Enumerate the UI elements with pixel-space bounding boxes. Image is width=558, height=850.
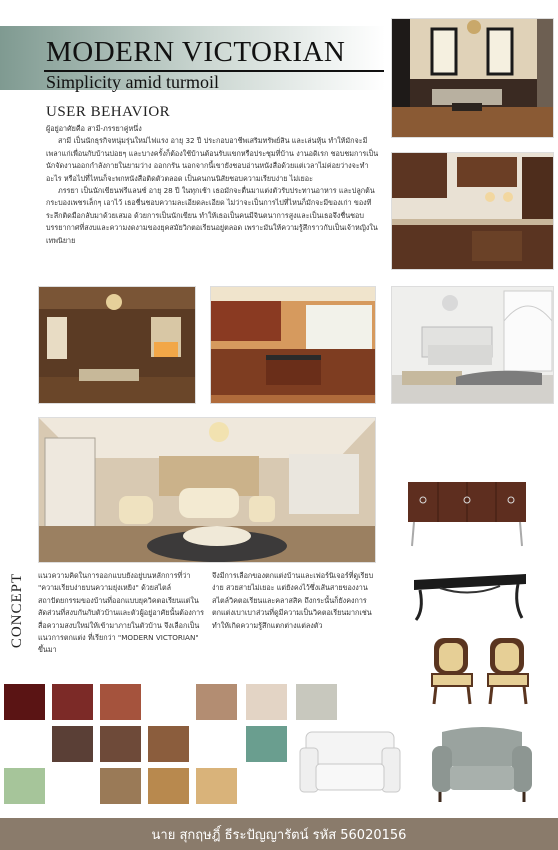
white-sofa-photo <box>298 728 402 800</box>
swatch-3 <box>100 684 141 720</box>
swatch-4 <box>196 684 237 720</box>
author-credit: นาย สุกฤษฎิ์ ธีระปัญญารัตน์ รหัส 56020156 <box>151 828 407 843</box>
white-bedroom-photo <box>391 286 554 404</box>
user-behavior-wife: ภรรยา เป็นนักเขียนฟรีแลนซ์ อายุ 28 ปี ในทุกเช้า เธอมักจะตื่นมาแต่งตัวรับประทานอาหาร และปลูกต้นกระบองเพชรเล็กๆ เอาไว้ เธอชื่นชอบความละเอียดละเอียด ไม่ว่าจะเป็นการไปที่ไหนก็มักจะมีของเก่า ของทีระลึกติดมือกลับมาด้วยเสมอ ด้วยการเป็นนักเขียน ทำให้เธอเป็นคนมีจินตนาการสูงและเป็นเธอจึงชื่นชอบบรรยากาศที่สงบและความงดงามของยุคสมัยวิกตอเรียนอยู่ตลอด เพราะมันให้ความรู้สึกราวกับเป็นเจ้าหญิงในเทพนิยาย <box>46 186 378 245</box>
armchairs-photo <box>428 634 532 706</box>
concept-label-text: CONCEPT <box>9 572 26 649</box>
living-room-photo <box>391 18 554 138</box>
sideboard-photo <box>404 476 530 548</box>
user-behavior-text <box>46 123 381 247</box>
swatch-10 <box>246 726 287 762</box>
wood-kitchen-photo <box>210 286 376 404</box>
swatch-1 <box>4 684 45 720</box>
wood-hall-photo <box>38 286 196 404</box>
victorian-lounge-photo <box>38 417 376 563</box>
swatch-8 <box>100 726 141 762</box>
concept-text-left: แนวความคิดในการออกแบบยังอยู่บนหลักการที่ว่า "ความเรียบง่ายบนความยุ่งเหยิง" ด้วยสไตล์สถาปัตยกรรมของบ้านที่ออกแบบยุควิคตอเรียนแต่ในสัดส่วนที่สงบกันกับตัวบ้านและตัวผู้อยู่อาศัยนั้นต้องการสื่อความสงบใหม่ให้เข้ามาภายในตัวบ้าน จึงเลือกเป็นแนวการตกแต่ง ที่เรียกว่า "MODERN VICTORIAN" ขึ้นมา <box>38 571 205 655</box>
kitchen-photo <box>391 152 554 270</box>
user-behavior-husband: สามี เป็นนักธุรกิจหนุ่มรุ่นใหม่ไฟแรง อายุ 32 ปี ประกอบอาชีพเสริมทรัพย์สิน และเล่นหุ้น ทำให้มักจะมีเพลาแก่เพื่อนกับบ้านบ่อยๆ และบางครั้งก็ต้องใช้บ้านต้อนรับแขกหรือประชุมที่บ้าน งานอดิเรก ชอบชมการเป็นนักจัดงานออกกำลังกายในยามว่าง ออกกรัน นอกจากนี้เขายังชอบอ่านหนังสือด้วยแต่เวลาไม่ค่อยว่างจะทำอะไร หรือไปที่ไหนก็จะพกหนังสือติดตัวตลอด เป็นคนกนนิสัยชอบความเรียบง่าย ไม่เยอะ <box>46 136 379 183</box>
swatch-7 <box>52 726 93 762</box>
concept-text-right: จึงมีการเลือกของตกแต่งบ้านและเฟอร์นิเจอร์ที่ดูเรียบง่าย สวยสายไม่เยอะ แต่ยังคงไว้ซึ่งเส้นสายของงานสไตล์วิคตอเรียนและคลาสสิค ถึงกระนั้นก็ยังคงการตกแต่งเบาเบาส่วนที่ดูมีความเป็นวิคตอเรียนมากเช่น ทำให้เกิดความรู้สึกแตกต่างแต่ลงตัว <box>212 571 374 630</box>
grey-chesterfield-photo <box>430 726 534 804</box>
swatch-14 <box>196 768 237 804</box>
swatch-13 <box>148 768 189 804</box>
user-behavior-intro: ผู้อยู่อาศัยคือ สามี-ภรรยาคู่หนึ่ง <box>46 124 142 133</box>
page-subtitle: Simplicity amid turmoil <box>46 72 219 92</box>
page-title: MODERN VICTORIAN <box>46 36 346 68</box>
user-behavior-heading: USER BEHAVIOR <box>46 104 171 120</box>
swatch-12 <box>100 768 141 804</box>
swatch-5 <box>246 684 287 720</box>
black-table-photo <box>410 570 530 622</box>
swatch-11 <box>4 768 45 804</box>
swatch-9 <box>148 726 189 762</box>
concept-label <box>6 572 26 649</box>
swatch-2 <box>52 684 93 720</box>
swatch-6 <box>296 684 337 720</box>
